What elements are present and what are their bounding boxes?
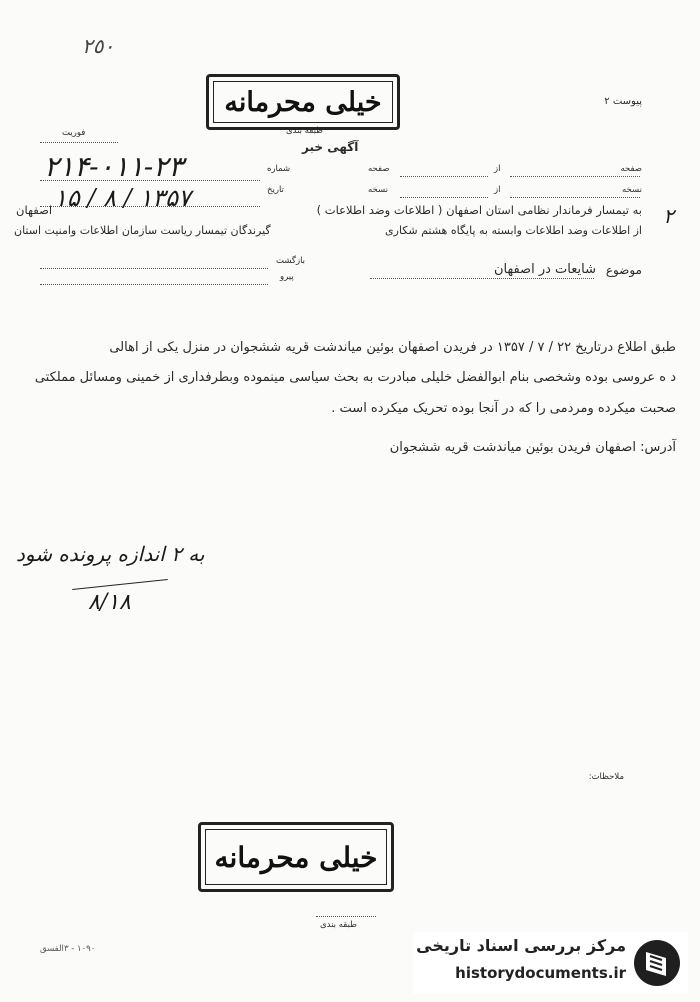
to-line: به تیمسار فرماندار نظامی استان اصفهان ( اطلاعات وضد اطلاعات ) bbox=[316, 203, 642, 217]
watermark-url: historydocuments.ir bbox=[455, 964, 626, 982]
body-line-2: د ه عروسی بوده وشخصی بنام ابوالفضل خلیلی مبادرت به بحث سیاسی مینموده وبطرفداری از خمینی ومسائل مملکتی bbox=[34, 370, 676, 385]
remarks-label: ملاحظات: bbox=[588, 772, 624, 782]
number-label: شماره bbox=[267, 164, 291, 174]
classification-stamp-bottom bbox=[198, 822, 394, 892]
watermark bbox=[413, 932, 688, 994]
handwritten-underline bbox=[72, 579, 168, 590]
urgency-line bbox=[40, 142, 118, 143]
watermark-title: مرکز بررسی اسناد تاریخی bbox=[416, 936, 626, 955]
classification-stamp-text: خیلی محرمانه bbox=[224, 86, 382, 118]
classification-caption-top: طبقه بندی bbox=[286, 126, 323, 136]
cc-line: گیرندگان تیمسار ریاست سازمان اطلاعات وامنیت استان bbox=[14, 224, 271, 237]
from-line bbox=[400, 176, 488, 177]
date-label: تاریخ bbox=[267, 185, 284, 195]
subject-label: موضوع bbox=[605, 263, 642, 277]
handwritten-number: ۲۱۴-۰۱۱-۲۳ bbox=[44, 150, 184, 183]
classification-stamp-top bbox=[206, 74, 400, 130]
classification-stamp-bottom-text: خیلی محرمانه bbox=[214, 840, 378, 874]
pencil-note: ٢٥٠ bbox=[82, 34, 115, 58]
copy-label-2: نسخه bbox=[368, 185, 388, 195]
copy-label: نسخه bbox=[622, 185, 642, 195]
from-label-2: از bbox=[494, 185, 501, 195]
from-line-text: از اطلاعات وضد اطلاعات وابسته به پایگاه هشتم شکاری bbox=[385, 224, 642, 237]
handwritten-date: ۱۵ / ۸ / ۱۳۵۷ bbox=[54, 184, 191, 212]
urgency-label: فوریت bbox=[62, 128, 86, 138]
to-city: اصفهان bbox=[16, 203, 53, 217]
classification-caption-bottom: طبقه بندی bbox=[320, 920, 357, 930]
copy-line bbox=[510, 197, 640, 198]
page-label: صفحه bbox=[620, 164, 642, 174]
prev-label: پیرو bbox=[280, 272, 294, 282]
address-line: آدرس: اصفهان فریدن بوئین میاندشت قریه ششجوان bbox=[389, 440, 676, 455]
caption-line-bottom bbox=[316, 916, 376, 917]
prev-line bbox=[40, 284, 268, 285]
body-line-3: صحبت میکرده ومردمی را که در آنجا بوده تحریک میکرده است . bbox=[331, 401, 676, 416]
archive-logo-icon bbox=[632, 938, 682, 988]
form-code: ۱۰۹۰ - ۳الفسق bbox=[40, 944, 96, 954]
return-line bbox=[40, 268, 268, 269]
margin-mark: ٢ bbox=[663, 204, 674, 228]
form-title: آگهی خبر bbox=[302, 140, 359, 154]
handwritten-note: به ۲ اندازه پرونده شود bbox=[16, 542, 205, 566]
page-label-2: صفحه bbox=[368, 164, 390, 174]
subject-line bbox=[370, 278, 594, 279]
from-line-2 bbox=[400, 197, 488, 198]
from-label: از bbox=[494, 164, 501, 174]
subject-value: شایعات در اصفهان bbox=[493, 262, 596, 277]
handwritten-note-date: ۸/۱۸ bbox=[88, 590, 131, 615]
body-line-1: طبق اطلاع درتاریخ ۲۲ / ۷ / ۱۳۵۷ در فریدن اصفهان بوئین میاندشت قریه ششجوان در منزل یکی از اهالی bbox=[109, 340, 676, 355]
page-line bbox=[510, 176, 640, 177]
attachment-label: پیوست ۲ bbox=[604, 96, 642, 107]
return-label: بازگشت bbox=[276, 256, 306, 266]
